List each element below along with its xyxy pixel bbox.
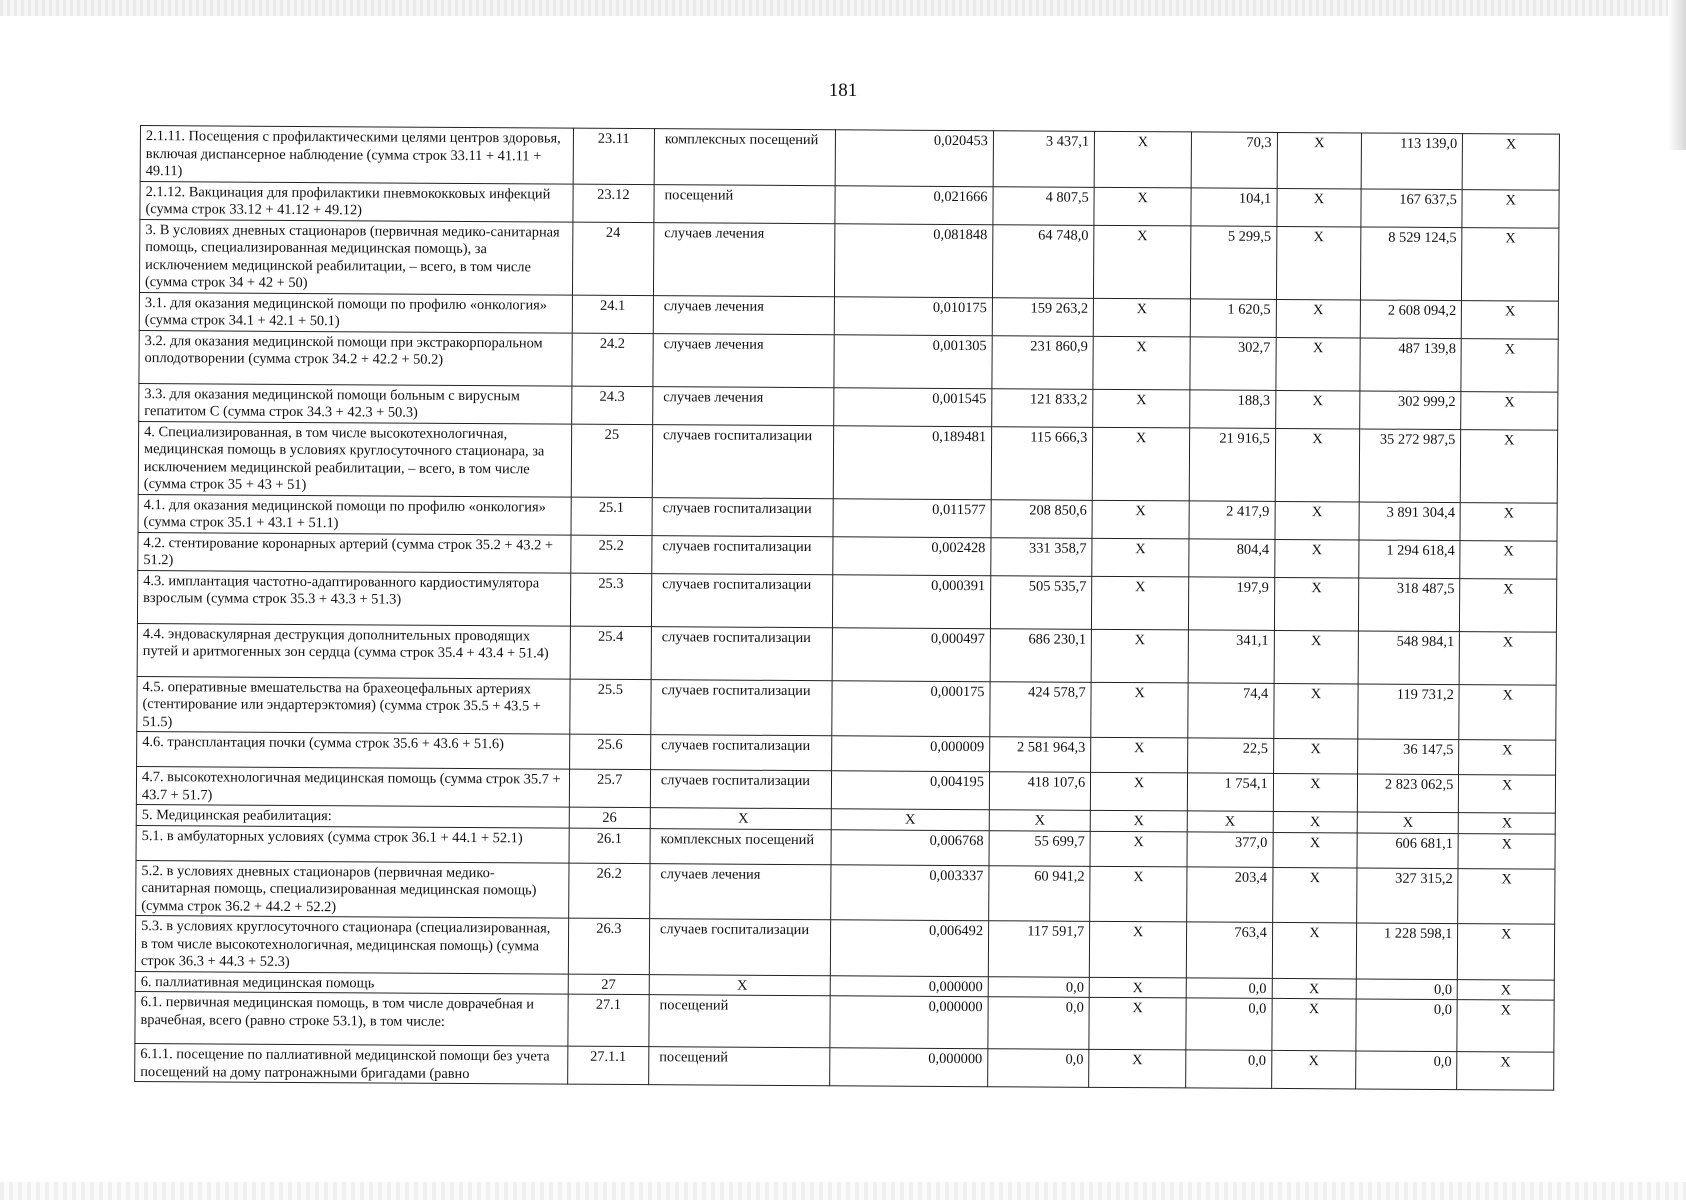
cell-col-10: X	[1460, 540, 1557, 579]
cell-col-9: 2 608 094,2	[1360, 299, 1461, 338]
cell-unit: посещений	[649, 995, 830, 1048]
cell-col-9: 35 272 987,5	[1359, 428, 1461, 502]
cell-unit: случаев лечения	[653, 333, 834, 387]
cell-unit-cost: X	[989, 810, 1090, 831]
cell-unit-cost: 231 860,9	[992, 335, 1094, 389]
cell-volume-norm: 0,003337	[831, 864, 989, 920]
table-row	[139, 219, 1558, 301]
cell-volume-norm: 0,000000	[830, 996, 988, 1049]
cell-unit-cost: 0,0	[988, 976, 1089, 997]
table-row	[137, 570, 1556, 632]
cell-indicator-name: 2.1.12. Вакцинация для профилактики пневмококковых инфекций (сумма строк 33.12 + 41.12 + 49.12)	[140, 181, 573, 222]
cell-col-7: 203,4	[1186, 866, 1272, 922]
cell-col-8: X	[1273, 738, 1358, 774]
cell-unit-cost: 55 699,7	[989, 830, 1090, 866]
cell-col-10: X	[1459, 740, 1556, 776]
cell-col-8: X	[1276, 226, 1361, 300]
cell-unit-cost: 331 358,7	[991, 537, 1092, 576]
cell-col-8: X	[1273, 811, 1357, 832]
cell-col-8: X	[1273, 832, 1358, 868]
cell-col-9: 0,0	[1356, 1051, 1457, 1090]
cell-indicator-name: 4.4. эндоваскулярная деструкция дополнительных проводящих путей и аритмогенных зон сердца (сумма строк 35.4 + 43.4 + 51.4)	[137, 623, 570, 679]
cell-col-6: X	[1091, 682, 1188, 738]
cell-row-code: 27.1	[568, 994, 650, 1046]
cell-col-9: 8 529 124,5	[1361, 226, 1463, 300]
table-wrapper	[134, 125, 1560, 1091]
table-row	[138, 421, 1557, 503]
cell-row-code: 27.1.1	[567, 1046, 649, 1084]
cell-unit: случаев госпитализации	[651, 573, 832, 627]
cell-col-6: X	[1092, 500, 1189, 539]
page-number: 181	[828, 80, 858, 101]
cell-unit-cost: 4 807,5	[993, 186, 1094, 225]
cell-col-9: 548 984,1	[1358, 630, 1460, 684]
cell-unit: случаев лечения	[653, 222, 834, 296]
cell-col-6: X	[1092, 427, 1189, 501]
cell-col-6: X	[1094, 225, 1191, 299]
cell-col-6: X	[1092, 538, 1189, 577]
cell-volume-norm: 0,001545	[834, 387, 992, 426]
cell-volume-norm: 0,004195	[831, 771, 989, 810]
cell-col-10: X	[1458, 868, 1555, 924]
cell-col-10: X	[1459, 813, 1556, 834]
cell-col-10: X	[1457, 1000, 1554, 1053]
cell-row-code: 26.1	[569, 828, 651, 863]
cell-col-6: X	[1089, 1049, 1186, 1088]
cell-volume-norm: 0,010175	[834, 296, 992, 335]
cell-col-8: X	[1275, 428, 1360, 502]
cell-col-9: X	[1357, 812, 1458, 833]
cell-volume-norm: 0,000000	[830, 975, 988, 996]
cell-col-8: X	[1277, 188, 1362, 227]
cell-col-6: X	[1093, 389, 1190, 428]
cell-row-code: 24.3	[571, 386, 653, 424]
cell-row-code: 27	[568, 974, 649, 995]
cell-volume-norm: 0,006492	[830, 920, 988, 976]
cell-col-6: X	[1090, 866, 1187, 922]
cell-unit-cost: 3 437,1	[993, 131, 1095, 187]
cell-unit-cost: 208 850,6	[991, 499, 1092, 538]
cell-unit: комплексных посещений	[650, 828, 831, 864]
cell-indicator-name: 4.2. стентирование коронарных артерий (сумма строк 35.2 + 43.2 + 51.2)	[138, 532, 571, 573]
cell-indicator-name: 4.6. трансплантация почки (сумма строк 35.6 + 43.6 + 51.6)	[137, 731, 570, 769]
cell-col-7: 197,9	[1188, 576, 1274, 630]
cell-col-9: 318 487,5	[1359, 577, 1461, 631]
cell-col-8: X	[1277, 132, 1362, 188]
cell-col-8: X	[1272, 922, 1357, 978]
cell-col-7: 70,3	[1191, 132, 1277, 188]
cell-row-code: 24.1	[572, 295, 654, 333]
cell-col-6: X	[1093, 336, 1190, 390]
cell-volume-norm: 0,000000	[830, 1048, 988, 1087]
cell-col-8: X	[1273, 683, 1358, 739]
cell-volume-norm: 0,001305	[834, 334, 992, 388]
cell-col-8: X	[1275, 501, 1360, 540]
cell-col-7: 0,0	[1185, 1050, 1271, 1089]
cell-col-10: X	[1462, 300, 1559, 339]
cell-col-10: X	[1461, 338, 1558, 392]
scan-bottom-edge	[0, 1182, 1686, 1200]
table-row	[135, 991, 1554, 1052]
cell-col-9: 36 147,5	[1358, 739, 1459, 775]
cell-indicator-name: 2.1.11. Посещения с профилактическими целями центров здоровья, включая диспансерное наблюдение (сумма строк 33.11 + 41.11 + 49.11)	[140, 126, 573, 184]
cell-col-7: 1 754,1	[1187, 773, 1273, 812]
cell-col-9: 1 228 598,1	[1356, 923, 1458, 979]
cell-col-10: X	[1462, 189, 1559, 228]
cell-row-code: 26.3	[568, 918, 650, 974]
cell-unit: X	[649, 974, 830, 996]
cell-col-8: X	[1272, 998, 1357, 1051]
cell-row-code: 25.1	[571, 497, 653, 535]
cell-col-9: 327 315,2	[1357, 867, 1459, 923]
cell-unit-cost: 121 833,2	[992, 388, 1093, 427]
table-row	[135, 1043, 1554, 1090]
cell-volume-norm: 0,000497	[832, 627, 990, 681]
cell-col-6: X	[1090, 810, 1187, 831]
cell-unit-cost: 60 941,2	[989, 865, 1091, 921]
table-row	[137, 676, 1556, 740]
cell-col-6: X	[1091, 772, 1188, 811]
cell-col-9: 119 731,2	[1358, 683, 1460, 739]
cell-col-6: X	[1090, 921, 1187, 977]
cell-row-code: 25.7	[569, 769, 651, 807]
cell-volume-norm: 0,081848	[834, 223, 992, 297]
scan-top-edge	[0, 0, 1686, 16]
cell-col-7: 21 916,5	[1189, 427, 1275, 501]
cell-unit-cost: 117 591,7	[988, 921, 1090, 977]
cell-volume-norm: 0,189481	[833, 425, 991, 499]
cell-indicator-name: 3. В условиях дневных стационаров (первичная медико-санитарная помощь, специализированная медицинская помощь), за исключением медицинской реабилитации, – всего, в том числе (сумма строк 34 + 42 + 50)	[139, 219, 572, 295]
cell-col-10: X	[1458, 833, 1555, 869]
cell-col-7: 804,4	[1189, 538, 1275, 577]
cell-indicator-name: 4.7. высокотехнологичная медицинская помощь (сумма строк 35.7 + 43.7 + 51.7)	[136, 766, 569, 807]
cell-unit-cost: 0,0	[988, 1049, 1089, 1088]
cell-col-9: 0,0	[1356, 978, 1457, 999]
cell-indicator-name: 6.1.1. посещение по паллиативной медицинской помощи без учета посещений на дому патронажными бригадами (равно	[135, 1043, 568, 1084]
cell-row-code: 25.3	[570, 573, 652, 626]
cell-indicator-name: 3.1. для оказания медицинской помощи по профилю «онкология» (сумма строк 34.1 + 42.1 + 50.1)	[139, 292, 572, 333]
cell-col-7: 763,4	[1186, 922, 1272, 978]
cell-col-10: X	[1459, 775, 1556, 814]
cell-indicator-name: 6.1. первичная медицинская помощь, в том числе доврачебная и врачебная, всего (равно строке 53.1), в том числе:	[135, 991, 568, 1046]
cell-col-7: 0,0	[1186, 998, 1272, 1051]
cell-unit-cost: 115 666,3	[991, 426, 1093, 500]
cell-col-6: X	[1094, 187, 1191, 226]
cell-col-8: X	[1276, 299, 1361, 338]
cell-row-code: 25.5	[569, 679, 651, 735]
cell-col-10: X	[1461, 391, 1558, 430]
cell-col-8: X	[1273, 773, 1358, 812]
cell-col-10: X	[1462, 134, 1559, 190]
cell-col-6: X	[1089, 977, 1186, 998]
cell-col-7: 1 620,5	[1190, 298, 1276, 337]
cell-col-6: X	[1093, 298, 1190, 337]
cell-unit-cost: 424 578,7	[990, 681, 1092, 737]
cell-volume-norm: X	[831, 809, 989, 830]
cell-volume-norm: 0,020453	[835, 130, 993, 186]
cell-col-8: X	[1276, 337, 1361, 391]
table-row	[137, 623, 1556, 685]
cell-unit: X	[650, 808, 831, 830]
scan-right-shadow	[1668, 0, 1686, 150]
cell-col-6: X	[1089, 997, 1186, 1050]
cell-col-8: X	[1275, 390, 1360, 429]
cell-unit-cost: 0,0	[988, 997, 1090, 1050]
cell-col-9: 0,0	[1356, 999, 1458, 1052]
table-row	[140, 126, 1559, 190]
cell-col-7: 74,4	[1188, 682, 1274, 738]
cell-unit: посещений	[654, 184, 835, 223]
cell-unit: посещений	[649, 1047, 830, 1086]
cell-col-9: 113 139,0	[1361, 133, 1463, 189]
cell-indicator-name: 4.5. оперативные вмешательства на брахеоцефальных артериях (стентирование или эндартерэктомия) (сумма строк 35.5 + 43.5 + 51.5)	[137, 676, 570, 734]
cell-unit: случаев госпитализации	[652, 535, 833, 574]
cell-row-code: 25.2	[570, 535, 652, 573]
cell-unit: случаев госпитализации	[649, 919, 830, 976]
cell-col-9: 302 999,2	[1360, 390, 1461, 429]
cell-col-10: X	[1458, 924, 1555, 980]
cell-col-10: X	[1460, 502, 1557, 541]
cell-row-code: 25.6	[569, 734, 651, 769]
cell-volume-norm: 0,011577	[833, 498, 991, 537]
cell-col-7: X	[1187, 811, 1273, 832]
cell-row-code: 24	[572, 222, 654, 295]
cell-col-10: X	[1457, 1052, 1554, 1091]
cell-volume-norm: 0,006768	[831, 829, 989, 865]
cell-col-10: X	[1461, 429, 1558, 503]
cell-col-8: X	[1272, 978, 1356, 999]
cell-col-10: X	[1459, 631, 1556, 685]
cell-indicator-name: 5.3. в условиях круглосуточного стационара (специализированная, в том числе высокотехнологичная, медицинская помощь) (сумма строк 36.3 + 44.3 + 52.3)	[135, 915, 568, 973]
cell-indicator-name: 4. Специализированная, в том числе высокотехнологичная, медицинская помощь в условиях круглосуточного стационара, за исключением медицинской реабилитации, – всего, в том числе (сумма строк 35 + 43 + 51)	[138, 421, 571, 497]
cell-col-8: X	[1272, 867, 1357, 923]
cell-unit: случаев госпитализации	[652, 497, 833, 536]
cell-unit: комплексных посещений	[654, 129, 835, 186]
cell-col-10: X	[1460, 578, 1557, 632]
cell-col-10: X	[1462, 227, 1559, 301]
cell-col-8: X	[1274, 539, 1359, 578]
cell-col-10: X	[1459, 684, 1556, 740]
cell-unit-cost: 159 263,2	[992, 297, 1093, 336]
cell-col-7: 104,1	[1191, 187, 1277, 226]
cell-col-6: X	[1094, 131, 1191, 187]
cell-unit: случаев лечения	[650, 863, 831, 920]
cell-col-9: 2 823 062,5	[1357, 774, 1458, 813]
cell-col-6: X	[1091, 737, 1188, 773]
cell-col-7: 5 299,5	[1190, 225, 1276, 299]
cell-unit-cost: 418 107,6	[989, 772, 1090, 811]
cell-col-8: X	[1274, 630, 1359, 684]
cell-volume-norm: 0,000175	[832, 680, 990, 736]
cell-unit-cost: 505 535,7	[990, 575, 1092, 629]
cell-indicator-name: 5.2. в условиях дневных стационаров (первичная медико-санитарная помощь, специализированная медицинская помощь) (сумма строк 36.2 + 44.2 + 52.2)	[136, 860, 569, 918]
cell-indicator-name: 5. Медицинская реабилитация:	[136, 804, 569, 827]
cell-col-7: 2 417,9	[1189, 500, 1275, 539]
cell-col-7: 302,7	[1190, 336, 1276, 390]
cell-col-9: 1 294 618,4	[1359, 539, 1460, 578]
cell-col-9: 606 681,1	[1357, 832, 1458, 868]
table-body	[135, 126, 1560, 1091]
cell-unit-cost: 64 748,0	[992, 224, 1094, 298]
cell-indicator-name: 5.1. в амбулаторных условиях (сумма строк 36.1 + 44.1 + 52.1)	[136, 825, 569, 863]
cell-col-8: X	[1271, 1050, 1356, 1089]
cell-row-code: 26	[569, 807, 650, 828]
table-row	[136, 860, 1555, 924]
cell-unit: случаев лечения	[653, 386, 834, 425]
cell-col-7: 188,3	[1190, 389, 1276, 428]
medical-care-table	[134, 125, 1560, 1091]
cell-row-code: 24.2	[572, 333, 654, 386]
cell-volume-norm: 0,000391	[832, 574, 990, 628]
cell-volume-norm: 0,000009	[832, 736, 990, 772]
cell-unit: случаев госпитализации	[651, 679, 832, 736]
cell-indicator-name: 4.3. имплантация частотно-адаптированного кардиостимулятора взрослым (сумма строк 35.3 + 43.3 + 51.3)	[137, 570, 570, 626]
cell-unit: случаев госпитализации	[650, 770, 831, 809]
cell-indicator-name: 4.1. для оказания медицинской помощи по профилю «онкология» (сумма строк 35.1 + 43.1 + 51.1)	[138, 494, 571, 535]
cell-col-6: X	[1091, 629, 1188, 683]
cell-volume-norm: 0,021666	[835, 185, 993, 224]
table-row	[139, 330, 1558, 392]
cell-row-code: 23.12	[573, 184, 655, 222]
cell-col-6: X	[1092, 576, 1189, 630]
cell-col-9: 487 139,8	[1360, 337, 1462, 391]
cell-unit: случаев госпитализации	[650, 735, 831, 771]
cell-col-7: 377,0	[1187, 831, 1273, 867]
cell-unit: случаев лечения	[653, 295, 834, 334]
cell-unit-cost: 2 581 964,3	[990, 737, 1091, 773]
cell-unit: случаев госпитализации	[652, 424, 833, 498]
cell-row-code: 25	[571, 424, 653, 497]
cell-col-6: X	[1090, 831, 1187, 867]
cell-col-7: 22,5	[1187, 738, 1273, 774]
cell-unit: случаев госпитализации	[651, 626, 832, 680]
cell-indicator-name: 3.3. для оказания медицинской помощи больным с вирусным гепатитом С (сумма строк 34.3 + 42.3 + 50.3)	[139, 383, 572, 424]
cell-unit-cost: 686 230,1	[990, 628, 1092, 682]
cell-col-10: X	[1457, 979, 1554, 1000]
cell-row-code: 25.4	[570, 626, 652, 679]
table-row	[135, 915, 1554, 979]
cell-row-code: 26.2	[568, 863, 650, 919]
cell-indicator-name: 6. паллиативная медицинская помощь	[135, 971, 568, 994]
cell-volume-norm: 0,002428	[833, 536, 991, 575]
cell-col-9: 3 891 304,4	[1359, 501, 1460, 540]
cell-indicator-name: 3.2. для оказания медицинской помощи при экстракорпоральном оплодотворении (сумма строк 34.2 + 42.2 + 50.2)	[139, 330, 572, 386]
cell-col-7: 341,1	[1188, 629, 1274, 683]
cell-col-7: 0,0	[1186, 977, 1272, 998]
cell-row-code: 23.11	[573, 128, 655, 184]
cell-col-8: X	[1274, 577, 1359, 631]
cell-col-9: 167 637,5	[1361, 188, 1462, 227]
